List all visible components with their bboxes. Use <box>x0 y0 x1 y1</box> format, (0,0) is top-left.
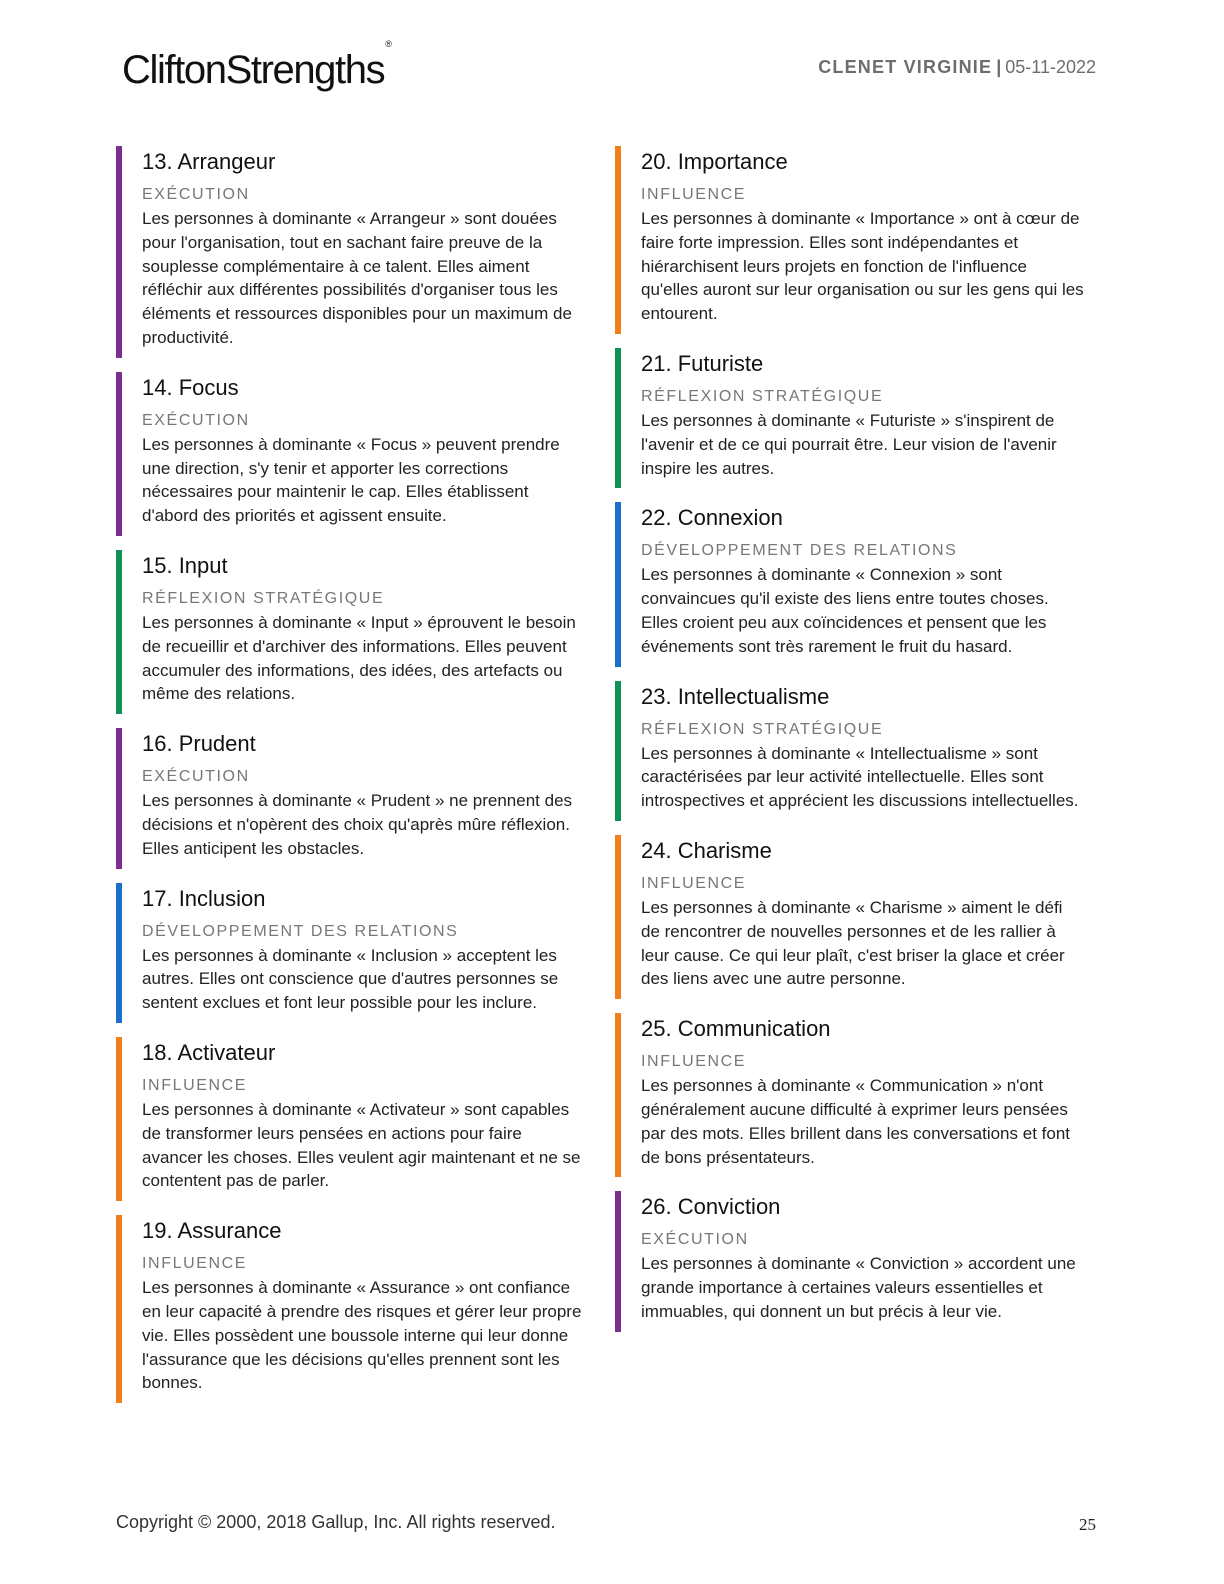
theme-title: 22. Connexion <box>641 505 783 531</box>
theme-block <box>615 348 1085 488</box>
theme-description: Les personnes à dominante « Charisme » aiment le défi de rencontrer de nouvelles personnes et de les rallier à leur cause. Ce qui leur plaît, c'est briser la glace et créer des liens avec une autre personne. <box>641 897 1065 989</box>
theme-block <box>615 1191 1085 1331</box>
theme-title: 13. Arrangeur <box>142 149 276 174</box>
theme-block <box>615 1013 1085 1177</box>
page-number: 25 <box>1079 1515 1096 1534</box>
theme-block <box>116 550 586 714</box>
theme-category: DÉVELOPPEMENT DES RELATIONS <box>142 922 459 940</box>
theme-description: Les personnes à dominante « Futuriste » s'inspirent de l'avenir et de ce qui pourrait être. Leur vision de l'avenir inspire les autres. <box>641 410 1057 478</box>
theme-category: INFLUENCE <box>142 1076 248 1094</box>
right-column <box>615 146 1085 1346</box>
header-separator: | <box>996 57 1002 77</box>
theme-block <box>116 883 586 1023</box>
theme-description: Les personnes à dominante « Communication » n'ont généralement aucune difficulté à exprimer leurs pensées par des mots. Elles brillent dans les conversations et font de bons présentateurs. <box>641 1076 1070 1167</box>
theme-description: Les personnes à dominante « Connexion » sont convaincues qu'il existe des liens entre toutes choses. Elles croient peu aux coïncidences et pensent que les événements sont très rarement le fruit du hasard. <box>641 565 1049 656</box>
theme-description: Les personnes à dominante « Intellectualisme » sont caractérisées par leur activité intellectuelle. Elles sont introspectives et apprécient les discussions intellectuelles. <box>641 743 1079 811</box>
report-date: 05-11-2022 <box>1005 57 1096 77</box>
theme-block <box>116 1215 586 1403</box>
theme-category: RÉFLEXION STRATÉGIQUE <box>641 387 884 405</box>
copyright-notice: Copyright © 2000, 2018 Gallup, Inc. All rights reserved. <box>116 1512 556 1532</box>
theme-title: 16. Prudent <box>142 731 256 757</box>
theme-title: 21. Futuriste <box>641 350 764 376</box>
theme-category: INFLUENCE <box>641 1053 747 1071</box>
theme-block <box>116 728 586 868</box>
theme-title: 18. Activateur <box>142 1039 276 1065</box>
registered-mark: ® <box>385 38 391 49</box>
theme-title: 19. Assurance <box>142 1218 282 1244</box>
theme-description: Les personnes à dominante « Assurance » ont confiance en leur capacité à prendre des risques et gérer leur propre vie. Elles possèdent une boussole interne qui leur donne l'assurance que les décisions qu'elles prennent sont les bonnes. <box>142 1278 582 1393</box>
theme-category: RÉFLEXION STRATÉGIQUE <box>641 720 884 738</box>
theme-block <box>615 835 1085 999</box>
theme-block <box>116 146 586 358</box>
theme-category: EXÉCUTION <box>142 186 250 203</box>
theme-category: INFLUENCE <box>641 874 747 892</box>
theme-title: 17. Inclusion <box>142 885 266 911</box>
theme-title: 20. Importance <box>641 149 788 174</box>
theme-category: INFLUENCE <box>142 1255 248 1273</box>
theme-description: Les personnes à dominante « Prudent » ne prennent des décisions et n'opèrent des choix qu'après mûre réflexion. Elles anticipent les obstacles. <box>142 791 573 858</box>
theme-category: EXÉCUTION <box>641 1231 749 1249</box>
person-name: CLENET VIRGINIE <box>818 57 993 77</box>
theme-block <box>116 372 586 536</box>
theme-description: Les personnes à dominante « Arrangeur » sont douées pour l'organisation, tout en sachant faire preuve de la souplesse complémentaire à ce talent. Elles aiment réfléchir aux différentes possibilités d'organiser tous les éléments et ressources disponibles pour un maximum de productivité. <box>142 209 572 347</box>
theme-category: DÉVELOPPEMENT DES RELATIONS <box>641 542 958 560</box>
theme-title: 23. Intellectualisme <box>641 683 830 709</box>
theme-block <box>615 502 1085 666</box>
theme-description: Les personnes à dominante « Focus » peuvent prendre une direction, s'y tenir et apporter les corrections nécessaires pour maintenir le cap. Elles établissent d'abord des priorités et agissent ensuite. <box>142 434 560 526</box>
theme-category: EXÉCUTION <box>142 768 250 786</box>
report-header <box>818 58 1096 76</box>
theme-category: RÉFLEXION STRATÉGIQUE <box>142 589 385 607</box>
theme-category: EXÉCUTION <box>142 411 250 429</box>
theme-description: Les personnes à dominante « Inclusion » acceptent les autres. Elles ont conscience que d'autres personnes se sentent exclues et font leur possible pour les inclure. <box>142 945 559 1013</box>
theme-description: Les personnes à dominante « Input » éprouvent le besoin de recueillir et d'archiver des informations. Elles peuvent accumuler des informations, des idées, des artefacts ou même des relations. <box>142 612 576 704</box>
theme-block <box>116 1037 586 1201</box>
cliftonstrengths-logo <box>122 38 391 92</box>
theme-category: INFLUENCE <box>641 186 747 203</box>
theme-block <box>615 146 1085 334</box>
theme-description: Les personnes à dominante « Conviction » accordent une grande importance à certaines valeurs essentielles et immuables, qui donnent un but précis à leur vie. <box>641 1254 1076 1321</box>
left-column <box>116 146 586 1417</box>
theme-block <box>615 681 1085 821</box>
theme-title: 15. Input <box>142 552 228 578</box>
logo-text: CliftonStrengths <box>122 48 385 92</box>
theme-description: Les personnes à dominante « Activateur » sont capables de transformer leurs pensées en actions pour faire avancer les choses. Elles veulent agir maintenant et ne se contentent pas de parler. <box>142 1099 581 1191</box>
theme-title: 14. Focus <box>142 374 239 400</box>
theme-title: 25. Communication <box>641 1016 831 1042</box>
theme-description: Les personnes à dominante « Importance » ont à cœur de faire forte impression. Elles sont indépendantes et hiérarchisent leurs projets en fonction de l'influence qu'elles auront sur leur organisation ou sur les gens qui les entourent. <box>641 209 1084 324</box>
theme-title: 26. Conviction <box>641 1194 781 1220</box>
theme-title: 24. Charisme <box>641 837 772 863</box>
